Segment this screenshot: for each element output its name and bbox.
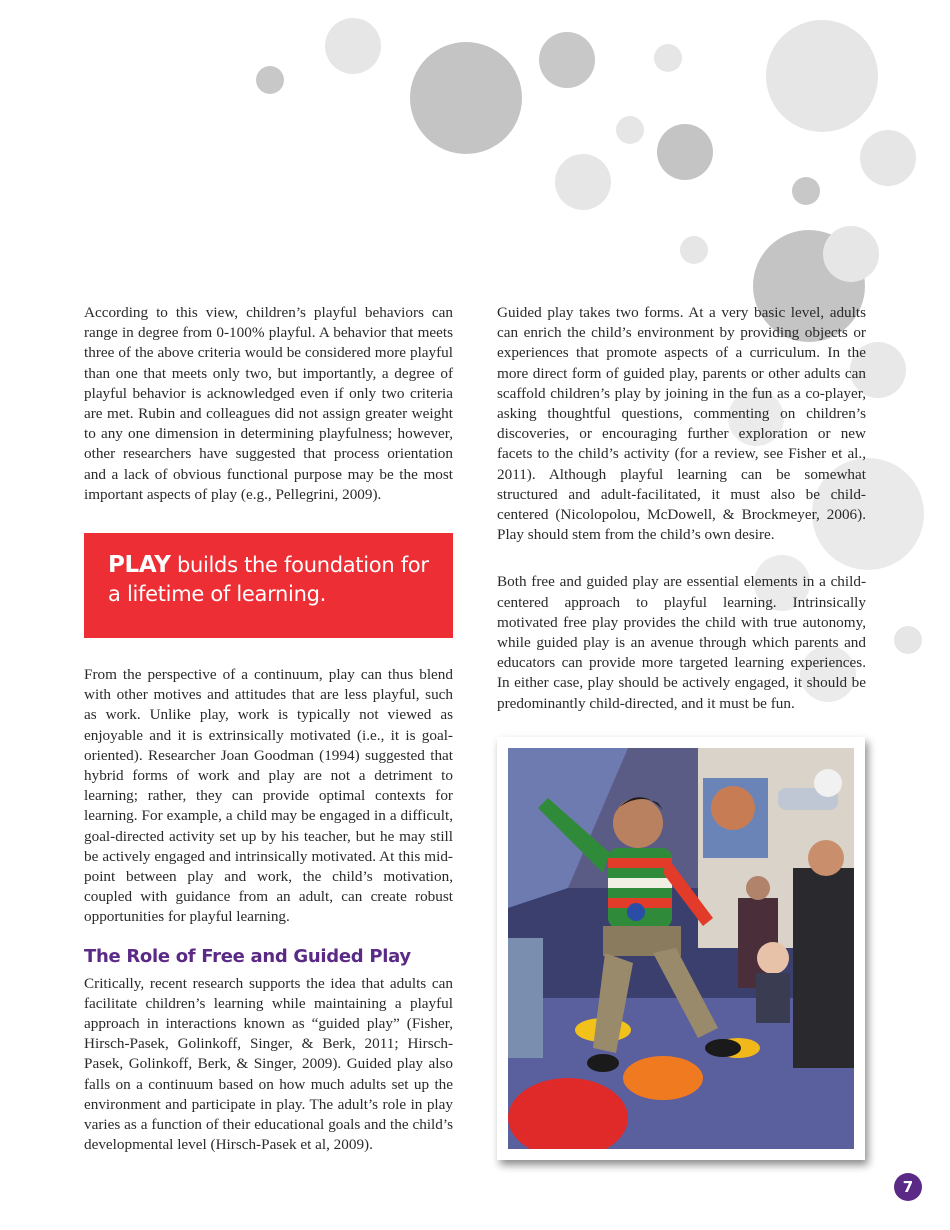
circle xyxy=(680,236,708,264)
children-playing-photo xyxy=(508,748,854,1149)
body-paragraph: From the perspective of a continuum, play can thus blend with other motives and attitudes that are less playful, such as work. Unlike play, work is typically not viewed as enjoyable and it is extrinsically motivated (i.e., it is goal-oriented). Researcher Joan Goodman (1994) suggested that hybrid forms of work and play are not a detriment to learning; rather, they can provide optimal contexts for learning. For example, a child may be engaged in a difficult, goal-directed activity set up by his teacher, but he may still be actively engaged and intrinsically motivated. At this mid-point between play and work, the child’s motivation, coupled with guidance from an adult, can create robust opportunities for playful learning. xyxy=(84,666,453,926)
circle xyxy=(616,116,644,144)
circle xyxy=(256,66,284,94)
circle xyxy=(894,626,922,654)
circle xyxy=(792,177,820,205)
body-paragraph: Both free and guided play are essential elements in a child-centered approach to playful learning. Intrinsically motivated free play provides the child with true autonomy, while guided play is an avenue through which parents and educators can provide more targeted learning experiences. In either case, play should be actively engaged, it should be predominantly child-directed, and it must be fun. xyxy=(497,573,866,712)
body-paragraph: Guided play takes two forms. At a very basic level, adults can enrich the child’s environment by providing objects or experiences that promote aspects of a curriculum. In the more direct form of guided play, parents or other adults can scaffold children’s play by joining in the fun as a co-player, asking thoughtful questions, commenting on children’s discoveries, or encouraging further exploration or new facets to the child’s activity (for a review, see Fisher et al., 2011). Although playful learning can be somewhat structured and adult-facilitated, it must also be child-centered (Nicolopolou, McDowell, & Brockmeyer, 2006). Play should stem from the child’s own desire. xyxy=(497,304,866,544)
photo-frame xyxy=(497,737,865,1160)
circle xyxy=(657,124,713,180)
circle xyxy=(410,42,522,154)
left-column xyxy=(84,303,453,1156)
pull-quote xyxy=(84,533,453,638)
pull-quote-text: builds the foundation for a lifetime of learning. xyxy=(108,553,429,607)
circle xyxy=(539,32,595,88)
circle xyxy=(823,226,879,282)
body-paragraph: Critically, recent research supports the idea that adults can facilitate children’s learning while maintaining a playful approach in interactions known as “guided play” (Fisher, Hirsch-Pasek, Golinkoff, Singer, & Berk, 2011; Hirsch-Pasek, Golinkoff, Berk, & Singer, 2009). Guided play also falls on a continuum based on how much adults set up the environment and participate in play. The adult’s role in play varies as a function of their educational goals and the child’s developmental level (Hirsch-Pasek et al, 2009). xyxy=(84,974,453,1154)
section-heading: The Role of Free and Guided Play xyxy=(84,945,411,967)
circle xyxy=(860,130,916,186)
circle xyxy=(654,44,682,72)
pull-quote-emphasis: PLAY xyxy=(108,552,171,579)
body-paragraph: According to this view, children’s playful behaviors can range in degree from 0-100% playful. A behavior that meets three of the above criteria would be considered more playful than one that meets only two, but importantly, a degree of playful behavior is acknowledged even if only two criteria are met. Rubin and colleagues did not assign greater weight to any one dimension in determining playfulness; however, other researchers have suggested that process orientation and a lack of obvious functional purpose may be the most important aspects of play (e.g., Pellegrini, 2009). xyxy=(84,304,453,503)
circle xyxy=(555,154,611,210)
page-number: 7 xyxy=(894,1173,922,1201)
circle xyxy=(766,20,878,132)
right-column xyxy=(497,303,866,714)
circle xyxy=(325,18,381,74)
